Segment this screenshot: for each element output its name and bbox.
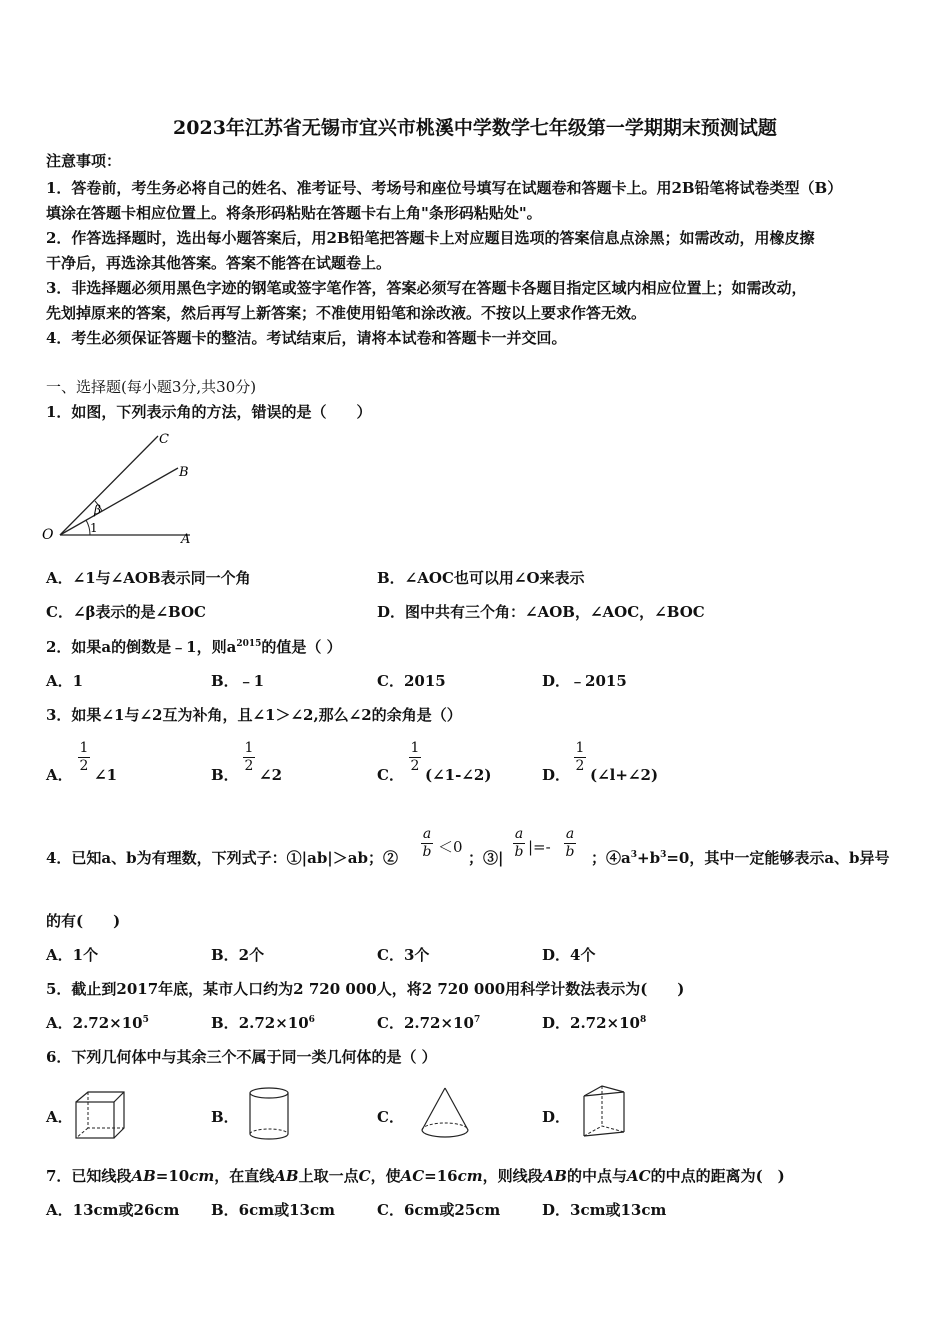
q7-stem: 7．已知线段AB=10cm，在直线AB上取一点C，使AC=16cm，则线段AB的中点与AC的中点的距离为( ) xyxy=(46,1167,785,1185)
q5-option-d: D．$2.72\times 10^8$ xyxy=(542,1014,647,1032)
q2-stem: 2．如果a的倒数是﹣1，则$a^{2015}$的值是（ ） xyxy=(46,638,342,656)
triangular-prism-icon xyxy=(580,1084,630,1142)
label-O: O xyxy=(42,527,54,543)
page-title: 2023年江苏省无锡市宜兴市桃溪中学数学七年级第一学期期末预测试题 xyxy=(173,117,777,139)
q3-option-b-expr: ∠2 xyxy=(259,766,283,784)
q7-option-b: B．6cm或13cm xyxy=(211,1201,335,1219)
q4-option-d: D．4个 xyxy=(542,946,596,964)
q6-option-d: D． xyxy=(542,1108,571,1126)
fraction-a-over-b: a b xyxy=(422,826,432,860)
q3-option-d-expr: (∠l+∠2) xyxy=(590,766,659,784)
q1-option-b: B．∠AOC也可以用∠O来表示 xyxy=(377,569,585,587)
fraction-half: 1 2 xyxy=(244,740,254,774)
notice-line: 先划掉原来的答案，然后再写上新答案；不准使用铅笔和涂改液。不按以上要求作答无效。 xyxy=(46,304,647,322)
q4-stem-part1: 4．已知a、b为有理数，下列式子：①|ab|＞ab；② xyxy=(46,849,398,867)
fraction-a-over-b: a b xyxy=(514,826,524,860)
q2-option-a: A．1 xyxy=(46,672,84,690)
fraction-half: 1 2 xyxy=(410,740,420,774)
q4-abs-eq: |=- xyxy=(528,838,551,856)
notice-line: 干净后，再选涂其他答案。答案不能答在试题卷上。 xyxy=(46,254,392,272)
notice-line: 1．答卷前，考生务必将自己的姓名、准考证号、考场号和座位号填写在试题卷和答题卡上。用2B铅笔将试卷类型（B） xyxy=(46,179,843,197)
notice-line: 2．作答选择题时，选出每小题答案后，用2B铅笔把答题卡上对应题目选项的答案信息点涂黑；如需改动，用橡皮擦 xyxy=(46,229,815,247)
notice-heading: 注意事项： xyxy=(46,152,122,170)
cylinder-icon xyxy=(246,1086,292,1142)
q7-option-c: C．6cm或25cm xyxy=(377,1201,501,1219)
section-heading: 一、选择题(每小题3分,共30分) xyxy=(46,378,257,396)
q7-option-d: D．3cm或13cm xyxy=(542,1201,667,1219)
notice-line: 填涂在答题卡相应位置上。将条形码粘贴在答题卡右上角"条形码粘贴处"。 xyxy=(46,204,542,222)
q5-option-b: B．$2.72\times 10^6$ xyxy=(211,1014,315,1032)
q1-stem: 1．如图，下列表示角的方法，错误的是（ ） xyxy=(46,403,372,421)
q2-option-d: D．﹣2015 xyxy=(542,672,627,690)
q6-option-c: C． xyxy=(377,1108,404,1126)
q4-item3-open: ；③| xyxy=(468,849,504,867)
fraction-half: 1 2 xyxy=(79,740,89,774)
q1-option-d: D．图中共有三个角：∠AOB，∠AOC，∠BOC xyxy=(377,603,705,621)
label-C: C xyxy=(159,432,169,447)
label-one: 1 xyxy=(90,521,98,535)
q5-option-a: A．$2.72\times 10^5$ xyxy=(46,1014,149,1032)
label-A: A xyxy=(181,532,191,547)
q4-option-b: B．2个 xyxy=(211,946,265,964)
q1-option-c: C．∠β表示的是∠BOC xyxy=(46,603,206,621)
q4-stem-part4: ；$④a^3+b^3=0$，其中一定能够表示a、b异号 xyxy=(591,849,890,867)
q1-angle-figure xyxy=(40,428,200,548)
q3-option-c-expr: (∠1-∠2) xyxy=(425,766,492,784)
q2-option-c: C．2015 xyxy=(377,672,446,690)
notice-line: 4．考生必须保证答题卡的整洁。考试结束后，请将本试卷和答题卡一并交回。 xyxy=(46,329,567,347)
q6-option-a: A． xyxy=(46,1108,73,1126)
q3-option-a-label: A． xyxy=(46,766,73,784)
q4-stem-line2: 的有( ) xyxy=(46,912,121,930)
q4-option-a: A．1个 xyxy=(46,946,99,964)
q3-option-a-expr: ∠1 xyxy=(94,766,118,784)
q7-option-a: A．13cm或26cm xyxy=(46,1201,180,1219)
q1-option-a: A．∠1与∠AOB表示同一个角 xyxy=(46,569,251,587)
q4-lt-zero: ＜0 xyxy=(438,838,463,856)
label-beta: β xyxy=(94,503,101,517)
q3-option-b-label: B． xyxy=(211,766,239,784)
q5-stem: 5．截止到2017年底，某市人口约为2 720 000人，将2 720 000用科学计数法表示为( ) xyxy=(46,980,685,998)
cube-icon xyxy=(72,1090,128,1142)
fraction-half: 1 2 xyxy=(575,740,585,774)
q2-option-b: B．﹣1 xyxy=(211,672,265,690)
q6-stem: 6．下列几何体中与其余三个不属于同一类几何体的是（ ） xyxy=(46,1048,437,1066)
cone-icon xyxy=(418,1086,472,1142)
fraction-a-over-b: a b xyxy=(565,826,575,860)
q4-option-c: C．3个 xyxy=(377,946,430,964)
label-B: B xyxy=(179,465,189,480)
q5-option-c: C．$2.72\times 10^7$ xyxy=(377,1014,481,1032)
q3-option-d-label: D． xyxy=(542,766,571,784)
q3-option-c-label: C． xyxy=(377,766,404,784)
q3-stem: 3．如果∠1与∠2互为补角，且∠1＞∠2,那么∠2的余角是（） xyxy=(46,706,462,724)
q6-option-b: B． xyxy=(211,1108,239,1126)
notice-line: 3．非选择题必须用黑色字迹的钢笔或签字笔作答，答案必须写在答题卡各题目指定区域内相应位置上；如需改动， xyxy=(46,279,807,297)
